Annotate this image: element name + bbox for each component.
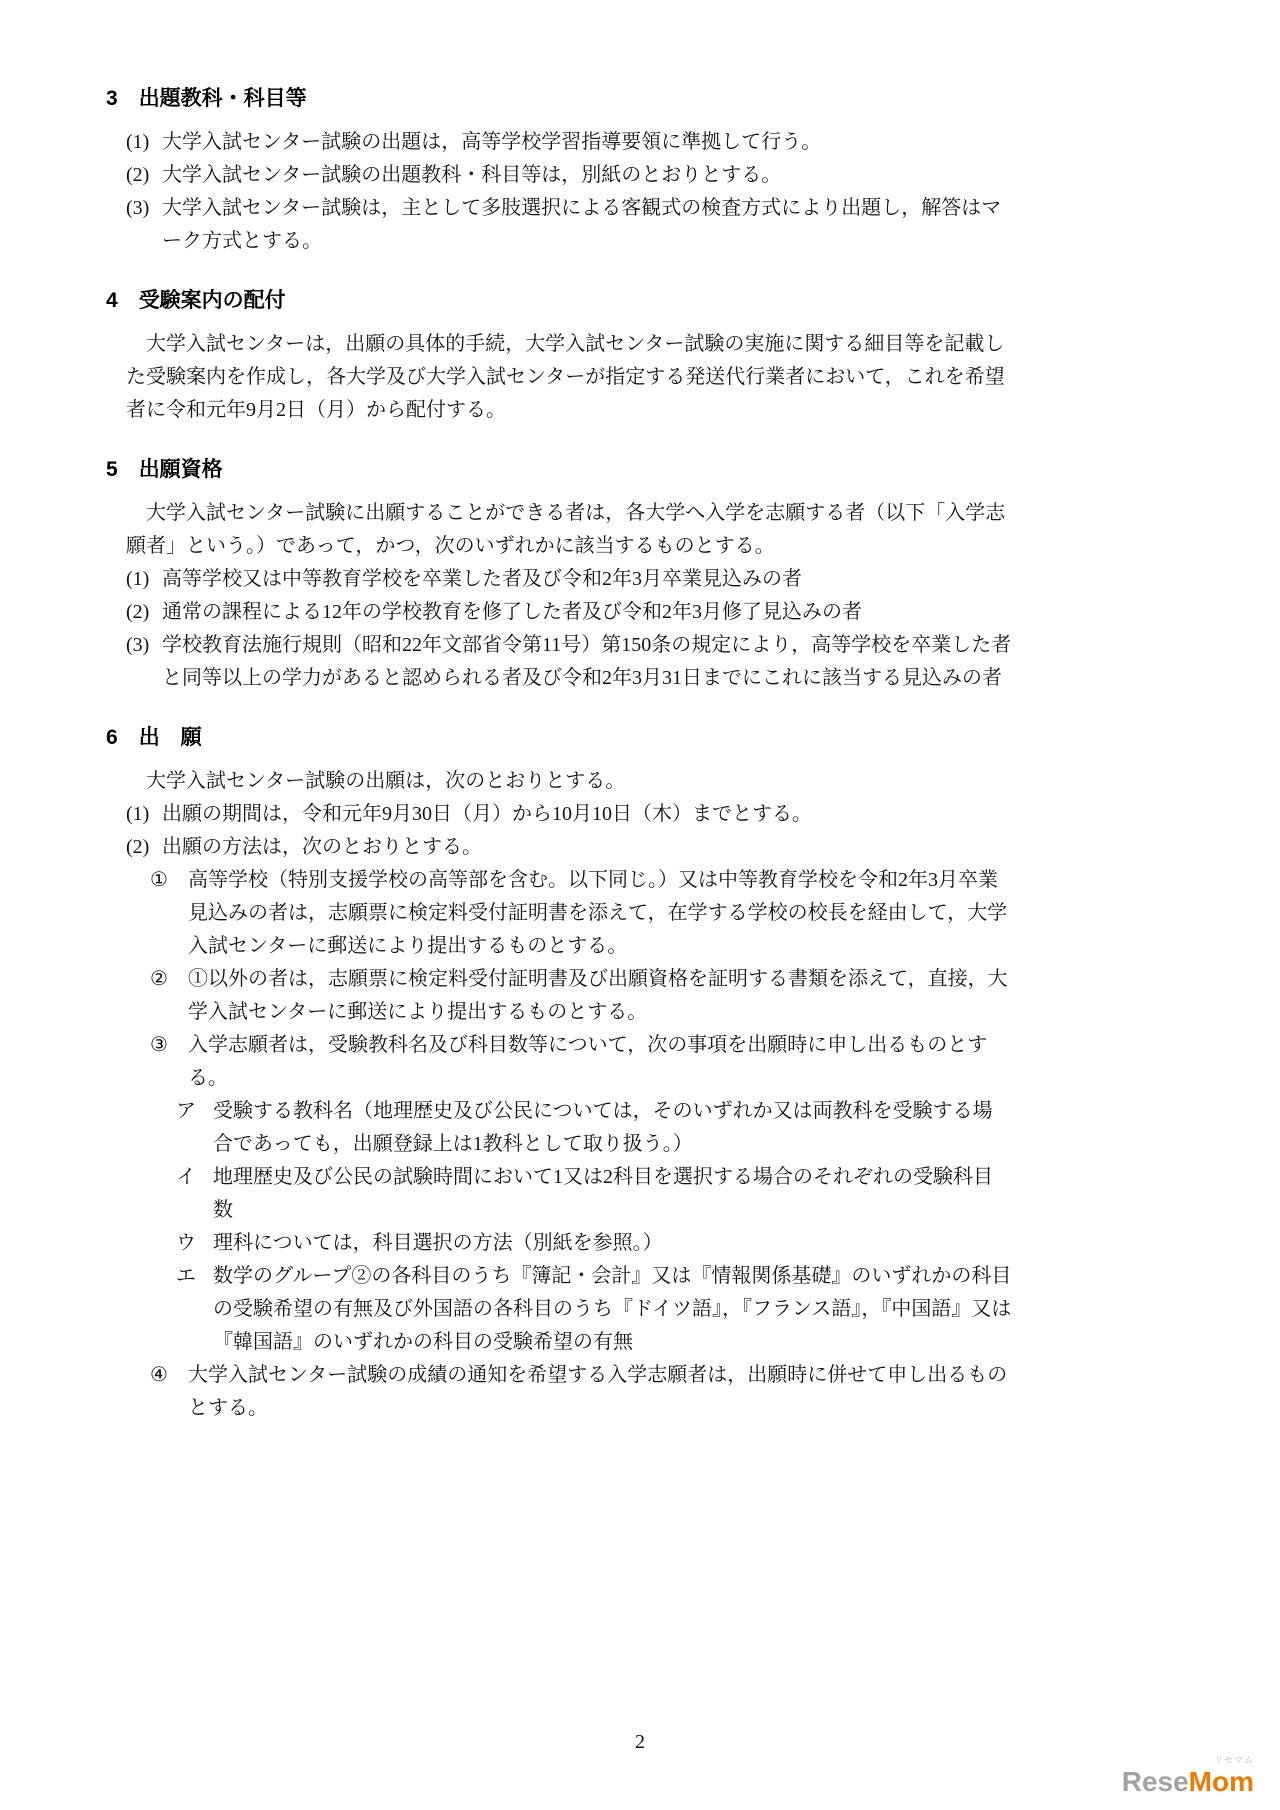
s3-item-2 bbox=[106, 159, 1012, 192]
s6-subitem-3 bbox=[106, 1029, 1012, 1095]
item-marker: (1) bbox=[126, 803, 150, 825]
resemom-logo-orange: Mom bbox=[1188, 1765, 1254, 1797]
s6-subitem-1 bbox=[106, 864, 1012, 963]
section-4-heading bbox=[106, 288, 1012, 314]
item-marker: (1) bbox=[126, 131, 150, 153]
item-marker: エ bbox=[176, 1265, 196, 1287]
s6-item-1 bbox=[106, 798, 1012, 831]
item-text: 受験する教科名（地理歴史及び公民については，そのいずれか又は両教科を受験する場合であっても，出願登録上は1教科として取り扱う。） bbox=[213, 1100, 993, 1155]
section-3 bbox=[106, 86, 1012, 258]
s3-item-3 bbox=[106, 192, 1012, 258]
item-marker: (3) bbox=[126, 197, 150, 219]
item-marker: ウ bbox=[176, 1232, 196, 1254]
section-title: 出願資格 bbox=[138, 458, 223, 481]
item-text: 大学入試センター試験の成績の通知を希望する入学志願者は，出願時に併せて申し出るものとする。 bbox=[188, 1364, 1008, 1419]
s6-kana-e bbox=[106, 1260, 1012, 1359]
s6-item-2 bbox=[106, 831, 1012, 864]
s6-subitem-4 bbox=[106, 1359, 1012, 1425]
item-text: 学校教育法施行規則（昭和22年文部省令第11号）第150条の規定により，高等学校を卒業した者と同等以上の学力があると認められる者及び令和2年3月31日までにこれに該当する見込みの者 bbox=[162, 634, 1012, 689]
item-marker: (2) bbox=[126, 164, 150, 186]
item-marker: (3) bbox=[126, 634, 150, 656]
item-marker: ア bbox=[176, 1100, 196, 1122]
s5-item-3 bbox=[106, 629, 1012, 695]
section-number: 3 bbox=[106, 87, 118, 110]
section-title: 出 願 bbox=[138, 726, 202, 749]
item-text: 高等学校又は中等教育学校を卒業した者及び令和2年3月卒業見込みの者 bbox=[162, 568, 802, 590]
item-text: 通常の課程による12年の学校教育を修了した者及び令和2年3月修了見込みの者 bbox=[162, 601, 862, 623]
item-marker: (2) bbox=[126, 836, 150, 858]
section-6-heading bbox=[106, 725, 1012, 751]
section-5 bbox=[106, 457, 1012, 695]
item-marker: ③ bbox=[150, 1034, 168, 1056]
item-text: 大学入試センター試験は，主として多肢選択による客観式の検査方式により出題し，解答はマーク方式とする。 bbox=[162, 197, 1002, 252]
s6-paragraph: 大学入試センター試験の出願は，次のとおりとする。 bbox=[146, 770, 626, 792]
item-marker: ① bbox=[150, 869, 168, 891]
section-number: 4 bbox=[106, 289, 118, 312]
section-number: 5 bbox=[106, 458, 118, 481]
item-text: 出願の期間は，令和元年9月30日（月）から10月10日（木）までとする。 bbox=[162, 803, 812, 825]
item-text: 出願の方法は，次のとおりとする。 bbox=[162, 836, 482, 858]
page-number: 2 bbox=[635, 1731, 645, 1753]
s6-kana-a bbox=[106, 1095, 1012, 1161]
item-marker: (1) bbox=[126, 568, 150, 590]
item-text: 高等学校（特別支援学校の高等部を含む。以下同じ。）又は中等教育学校を令和2年3月卒業見込みの者は，志願票に検定料受付証明書を添えて，在学する学校の校長を経由して，大学入試センターに郵送により提出するものとする。 bbox=[188, 869, 1008, 957]
s5-paragraph: 大学入試センター試験に出願することができる者は，各大学へ入学を志願する者（以下「入学志願者」という。）であって，かつ，次のいずれかに該当するものとする。 bbox=[126, 502, 1006, 557]
resemom-tiny-text: リセマム bbox=[1214, 1755, 1254, 1766]
s5-item-2 bbox=[106, 596, 1012, 629]
item-text: 地理歴史及び公民の試験時間において1又は2科目を選択する場合のそれぞれの受験科目数 bbox=[213, 1166, 993, 1221]
item-marker: イ bbox=[176, 1166, 196, 1188]
section-5-heading bbox=[106, 457, 1012, 483]
s4-paragraph: 大学入試センターは，出願の具体的手続，大学入試センター試験の実施に関する細目等を記載した受験案内を作成し，各大学及び大学入試センターが指定する発送代行業者において，これを希望者に令和元年9月2日（月）から配付する。 bbox=[126, 333, 1005, 421]
item-text: 大学入試センター試験の出題は，高等学校学習指導要領に準拠して行う。 bbox=[162, 131, 822, 153]
s6-kana-i bbox=[106, 1161, 1012, 1227]
section-title: 受験案内の配付 bbox=[138, 289, 286, 312]
item-marker: (2) bbox=[126, 601, 150, 623]
section-number: 6 bbox=[106, 726, 118, 749]
item-text: ①以外の者は，志願票に検定料受付証明書及び出願資格を証明する書類を添えて，直接，大学入試センターに郵送により提出するものとする。 bbox=[188, 968, 1008, 1023]
s3-item-1 bbox=[106, 126, 1012, 159]
resemom-logo-text bbox=[1122, 1766, 1254, 1797]
item-text: 入学志願者は，受験教科名及び科目数等について，次の事項を出願時に申し出るものとする。 bbox=[188, 1034, 988, 1089]
item-text: 大学入試センター試験の出題教科・科目等は，別紙のとおりとする。 bbox=[162, 164, 782, 186]
resemom-logo-gray: Rese bbox=[1121, 1765, 1189, 1797]
s6-subitem-2 bbox=[106, 963, 1012, 1029]
section-4 bbox=[106, 288, 1012, 427]
item-marker: ② bbox=[150, 968, 168, 990]
item-text: 理科については，科目選択の方法（別紙を参照。） bbox=[213, 1232, 663, 1254]
item-text: 数学のグループ②の各科目のうち『簿記・会計』又は『情報関係基礎』のいずれかの科目の受験希望の有無及び外国語の各科目のうち『ドイツ語』，『フランス語』，『中国語』又は『韓国語』のいずれかの科目の受験希望の有無 bbox=[213, 1265, 1012, 1353]
section-title: 出題教科・科目等 bbox=[138, 87, 307, 110]
s5-item-1 bbox=[106, 563, 1012, 596]
section-6 bbox=[106, 725, 1012, 1425]
resemom-watermark bbox=[1122, 1756, 1254, 1796]
section-3-heading bbox=[106, 86, 1012, 112]
item-marker: ④ bbox=[150, 1364, 168, 1386]
s6-kana-u bbox=[106, 1227, 1012, 1260]
